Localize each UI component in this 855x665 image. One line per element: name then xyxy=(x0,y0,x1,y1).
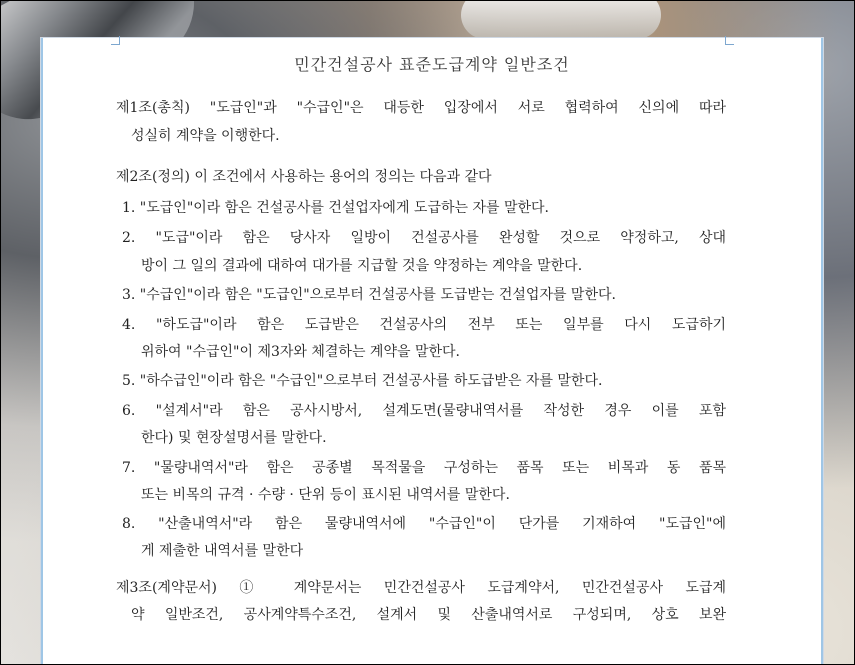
definition-item-3: 3. "수급인"이라 함은 "도급인"으로부터 건설공사를 도급받는 건설업자를 말한다. xyxy=(122,287,616,303)
definition-item-8-line-1: 8. "산출내역서"라 함은 물량내역서에 "수급인"이 단가를 기재하여 "도급인"에 xyxy=(122,516,726,532)
definition-item-2-line-1: 2. "도급"이라 함은 당사자 일방이 건설공사를 완성할 것으로 약정하고, 상대 xyxy=(122,230,726,246)
definition-item-4-line-2: 위하여 "수급인"이 제3자와 체결하는 계약을 말한다. xyxy=(141,344,460,360)
article-3-line-2: 약 일반조건, 공사계약특수조건, 설계서 및 산출내역서로 구성되며, 상호 보완 xyxy=(131,607,726,623)
definition-item-1: 1. "도급인"이라 함은 건설공사를 건설업자에게 도급하는 자를 말한다. xyxy=(122,200,549,216)
margin-corner-right xyxy=(725,36,734,45)
definition-item-7-line-2: 또는 비목의 규격 · 수량 · 단위 등이 표시된 내역서를 말한다. xyxy=(141,487,510,503)
document-page[interactable] xyxy=(41,38,823,664)
article-1-line-1: 제1조(총칙) "도급인"과 "수급인"은 대등한 입장에서 서로 협력하여 신의에 따라 xyxy=(116,100,726,116)
margin-corner-left xyxy=(111,36,120,45)
article-2-heading: 제2조(정의) 이 조건에서 사용하는 용어의 정의는 다음과 같다 xyxy=(116,169,492,185)
article-3-line-1: 제3조(계약문서) ① 계약문서는 민간건설공사 도급계약서, 민간건설공사 도급계 xyxy=(116,580,726,596)
document-title: 민간건설공사 표준도급계약 일반조건 xyxy=(294,55,570,74)
article-1-line-2: 성실히 계약을 이행한다. xyxy=(131,128,280,144)
definition-item-6-line-2: 한다) 및 현장설명서를 말한다. xyxy=(141,430,327,446)
definition-item-7-line-1: 7. "물량내역서"라 함은 공종별 목적물을 구성하는 품목 또는 비목과 동 품목 xyxy=(122,460,726,476)
definition-item-6-line-1: 6. "설계서"라 함은 공사시방서, 설계도면(물량내역서를 작성한 경우 이를 포함 xyxy=(122,403,726,419)
definition-item-2-line-2: 방이 그 일의 결과에 대하여 대가를 지급할 것을 약정하는 계약을 말한다. xyxy=(141,258,583,274)
definition-item-8-line-2: 게 제출한 내역서를 말한다 xyxy=(141,543,304,559)
background-fitting xyxy=(461,0,661,39)
definition-item-5: 5. "하수급인"이라 함은 "수급인"으로부터 건설공사를 하도급받은 자를 말한다. xyxy=(122,373,603,389)
definition-item-4-line-1: 4. "하도급"이라 함은 도급받은 건설공사의 전부 또는 일부를 다시 도급하기 xyxy=(122,317,726,333)
